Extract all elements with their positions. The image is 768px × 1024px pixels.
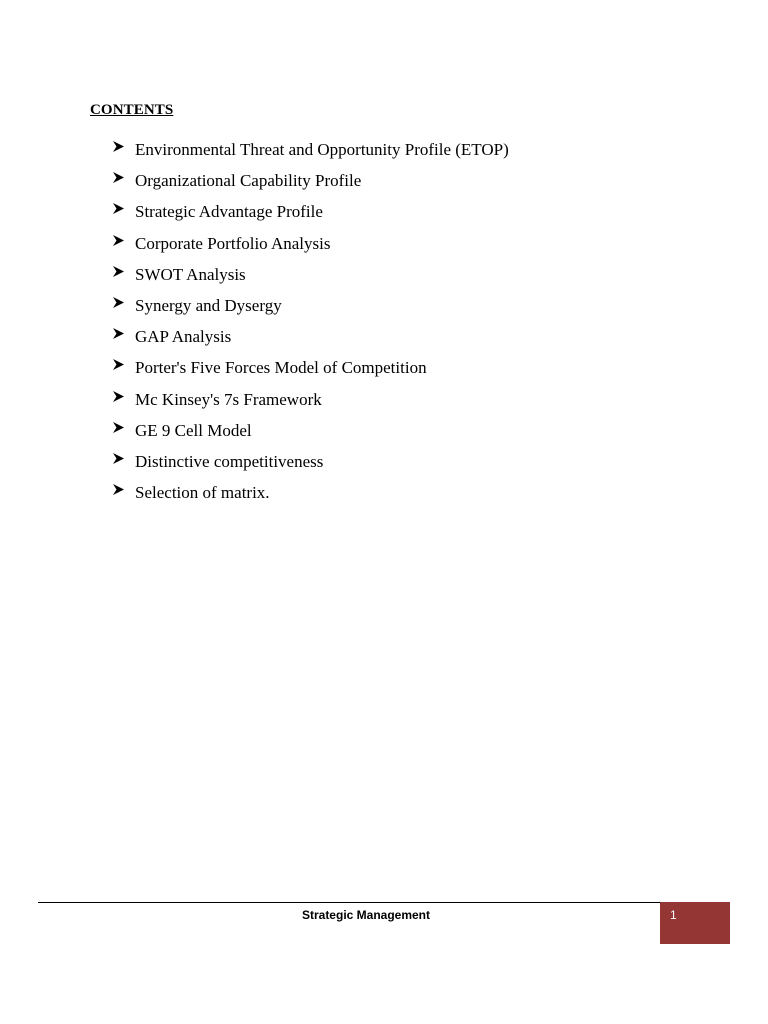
- contents-item: [112, 450, 509, 481]
- arrowhead-bullet-icon: [112, 294, 135, 309]
- footer-title: Strategic Management: [301, 908, 431, 922]
- arrowhead-bullet-icon: [112, 200, 135, 215]
- arrowhead-bullet-icon: [112, 356, 135, 371]
- contents-item-label: Synergy and Dysergy: [135, 295, 282, 315]
- contents-item: [112, 419, 509, 450]
- arrowhead-bullet-icon: [112, 263, 135, 278]
- arrowhead-bullet-icon: [112, 169, 135, 184]
- contents-item: [112, 356, 509, 387]
- contents-item-label: Strategic Advantage Profile: [135, 202, 323, 222]
- contents-item-label: GE 9 Cell Model: [135, 420, 252, 440]
- arrowhead-bullet-icon: [112, 325, 135, 340]
- contents-item-label: SWOT Analysis: [135, 264, 246, 284]
- contents-item-label: Distinctive competitiveness: [135, 451, 324, 471]
- contents-item: [112, 232, 509, 263]
- arrowhead-bullet-icon: [112, 388, 135, 403]
- contents-item: [112, 169, 509, 200]
- footer-divider: [38, 902, 660, 903]
- arrowhead-bullet-icon: [112, 481, 135, 496]
- page-number-badge: [660, 902, 730, 944]
- page-number: 1: [670, 908, 677, 922]
- contents-item: [112, 481, 509, 512]
- arrowhead-bullet-icon: [112, 450, 135, 465]
- contents-item: [112, 200, 509, 231]
- arrowhead-bullet-icon: [112, 138, 135, 153]
- contents-heading: CONTENTS: [90, 102, 174, 118]
- arrowhead-bullet-icon: [112, 232, 135, 247]
- contents-item-label: Organizational Capability Profile: [135, 171, 362, 191]
- contents-item: [112, 263, 509, 294]
- contents-item-label: Environmental Threat and Opportunity Profile (ETOP): [135, 140, 509, 159]
- contents-list: [112, 138, 509, 512]
- contents-item-label: GAP Analysis: [135, 327, 232, 347]
- contents-item-label: Mc Kinsey's 7s Framework: [135, 389, 322, 409]
- contents-item: [112, 325, 509, 356]
- contents-item-label: Porter's Five Forces Model of Competition: [135, 358, 427, 378]
- contents-item-label: Corporate Portfolio Analysis: [135, 233, 331, 253]
- contents-item: [112, 388, 509, 419]
- contents-item: [112, 294, 509, 325]
- contents-item-label: Selection of matrix.: [135, 483, 270, 503]
- arrowhead-bullet-icon: [112, 419, 135, 434]
- contents-item: [112, 138, 509, 169]
